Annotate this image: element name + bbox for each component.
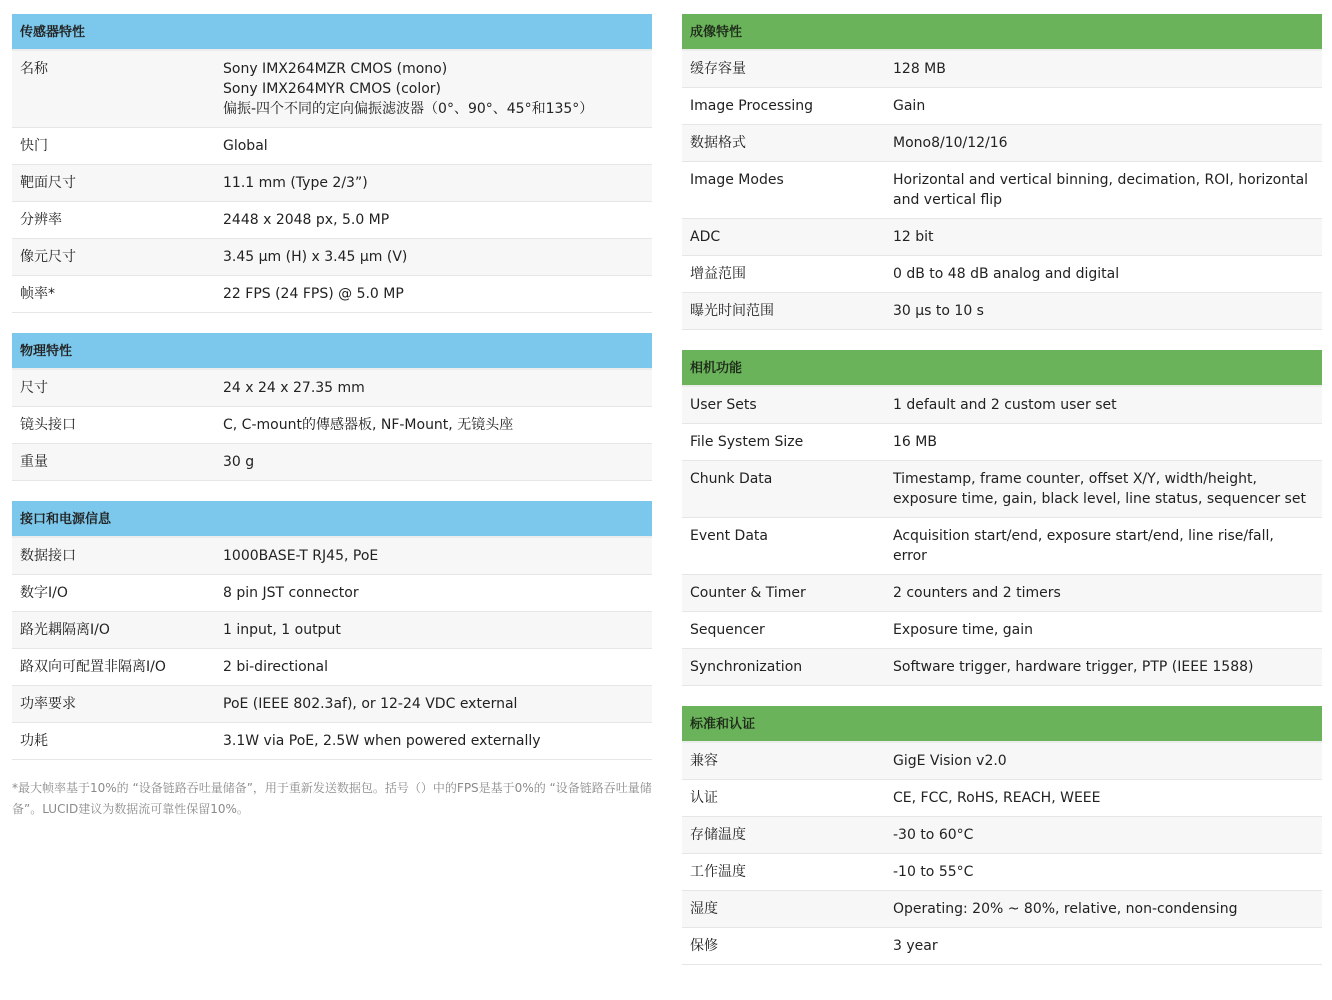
spec-value-line: Acquisition start/end, exposure start/end, line rise/fall, error <box>893 528 1274 564</box>
spec-value-line: 3 year <box>893 938 938 954</box>
spec-value <box>893 751 1322 771</box>
table-row <box>682 387 1322 424</box>
spec-label: 保修 <box>690 938 718 954</box>
table-row <box>12 723 652 760</box>
table-row <box>682 293 1322 330</box>
table-row <box>682 88 1322 125</box>
spec-value-line: Sony IMX264MYR CMOS (color) <box>223 81 441 97</box>
spec-table <box>682 387 1322 686</box>
spec-label: 认证 <box>690 790 718 806</box>
table-row <box>682 424 1322 461</box>
spec-value <box>893 227 1322 247</box>
table-row <box>682 612 1322 649</box>
spec-value-line: Operating: 20% ~ 80%, relative, non-condensing <box>893 901 1238 917</box>
spec-table <box>12 538 652 760</box>
spec-value <box>893 825 1322 845</box>
spec-value-line: PoE (IEEE 802.3af), or 12-24 VDC external <box>223 696 518 712</box>
spec-value <box>893 301 1322 321</box>
table-row <box>12 612 652 649</box>
spec-value <box>893 620 1322 640</box>
spec-value-line: 偏振-四个不同的定向偏振滤波器（0°、90°、45°和135°） <box>223 101 594 117</box>
spec-value-line: 2 bi-directional <box>223 659 329 675</box>
table-row <box>682 219 1322 256</box>
section-title: 传感器特性 <box>12 14 652 51</box>
table-row <box>682 743 1322 780</box>
spec-label: 数据格式 <box>690 135 746 151</box>
spec-value-line: 22 FPS (24 FPS) @ 5.0 MP <box>223 286 404 302</box>
spec-value-line: 1 default and 2 custom user set <box>893 397 1117 413</box>
spec-label: 帧率* <box>20 286 55 302</box>
spec-label: Sequencer <box>690 622 765 638</box>
spec-label: 名称 <box>20 61 48 77</box>
table-row <box>12 202 652 239</box>
spec-value <box>223 415 652 435</box>
spec-value <box>893 432 1322 452</box>
spec-label: 缓存容量 <box>690 61 746 77</box>
left-column <box>12 14 652 820</box>
spec-value-line: 12 bit <box>893 229 934 245</box>
spec-value <box>893 862 1322 882</box>
table-row <box>12 649 652 686</box>
spec-value-line: -10 to 55°C <box>893 864 974 880</box>
spec-value <box>223 583 652 603</box>
spec-value <box>223 452 652 472</box>
spec-label: 数字I/O <box>20 585 68 601</box>
spec-value <box>893 526 1322 566</box>
spec-value <box>893 583 1322 603</box>
spec-value-line: Timestamp, frame counter, offset X/Y, width/height, exposure time, gain, black level, line status, sequencer set <box>893 471 1306 507</box>
table-row <box>12 407 652 444</box>
table-row <box>682 125 1322 162</box>
spec-value-line: 3.1W via PoE, 2.5W when powered externally <box>223 733 541 749</box>
spec-value-line: Exposure time, gain <box>893 622 1034 638</box>
spec-label: Synchronization <box>690 659 803 675</box>
spec-value <box>893 395 1322 415</box>
spec-value <box>893 469 1322 509</box>
spec-label: Chunk Data <box>690 471 773 487</box>
spec-label: 增益范围 <box>690 266 746 282</box>
spec-label: 工作温度 <box>690 864 746 880</box>
spec-value <box>893 133 1322 153</box>
spec-value-line: 16 MB <box>893 434 937 450</box>
table-row <box>12 686 652 723</box>
table-row <box>12 575 652 612</box>
spec-value <box>893 936 1322 956</box>
spec-label: 湿度 <box>690 901 718 917</box>
spec-value <box>893 657 1322 677</box>
section-sensor <box>12 14 652 313</box>
spec-table <box>12 51 652 313</box>
section-imaging <box>682 14 1322 330</box>
table-row <box>682 891 1322 928</box>
spec-table <box>682 743 1322 965</box>
spec-label: 兼容 <box>690 753 718 769</box>
table-row <box>12 128 652 165</box>
spec-label: User Sets <box>690 397 757 413</box>
spec-value-line: CE, FCC, RoHS, REACH, WEEE <box>893 790 1101 806</box>
table-row <box>12 165 652 202</box>
spec-value-line: 1 input, 1 output <box>223 622 341 638</box>
spec-value <box>893 899 1322 919</box>
spec-value-line: Gain <box>893 98 926 114</box>
spec-label: 功耗 <box>20 733 48 749</box>
section-title: 标准和认证 <box>682 706 1322 743</box>
table-row <box>682 518 1322 575</box>
spec-value-line: 0 dB to 48 dB analog and digital <box>893 266 1120 282</box>
spec-value-line: 24 x 24 x 27.35 mm <box>223 380 365 396</box>
table-row <box>12 538 652 575</box>
section-title: 成像特性 <box>682 14 1322 51</box>
table-row <box>682 51 1322 88</box>
spec-label: 尺寸 <box>20 380 48 396</box>
table-row <box>12 239 652 276</box>
spec-value <box>223 210 652 230</box>
spec-label: 镜头接口 <box>20 417 76 433</box>
spec-label: Counter & Timer <box>690 585 806 601</box>
spec-value-line: Horizontal and vertical binning, decimation, ROI, horizontal and vertical flip <box>893 172 1309 208</box>
table-row <box>682 162 1322 219</box>
section-title: 相机功能 <box>682 350 1322 387</box>
table-row <box>682 461 1322 518</box>
section-standards <box>682 706 1322 965</box>
spec-value <box>223 136 652 156</box>
spec-value <box>223 59 652 119</box>
spec-value <box>893 170 1322 210</box>
spec-value <box>893 59 1322 79</box>
spec-value <box>223 284 652 304</box>
spec-label: 功率要求 <box>20 696 76 712</box>
spec-value <box>893 788 1322 808</box>
spec-label: Image Processing <box>690 98 814 114</box>
spec-label: Event Data <box>690 528 768 544</box>
table-row <box>12 51 652 128</box>
table-row <box>682 575 1322 612</box>
right-column <box>682 14 1322 985</box>
spec-table <box>12 370 652 481</box>
spec-value <box>223 620 652 640</box>
spec-value-line: Global <box>223 138 268 154</box>
section-interface-power <box>12 501 652 760</box>
table-row <box>682 854 1322 891</box>
section-camera-features <box>682 350 1322 686</box>
section-title: 接口和电源信息 <box>12 501 652 538</box>
spec-value-line: 2448 x 2048 px, 5.0 MP <box>223 212 390 228</box>
spec-label: 靶面尺寸 <box>20 175 76 191</box>
spec-value-line: Mono8/10/12/16 <box>893 135 1008 151</box>
spec-label: ADC <box>690 229 721 245</box>
spec-value <box>893 96 1322 116</box>
table-row <box>682 928 1322 965</box>
spec-value-line: 30 g <box>223 454 255 470</box>
spec-value-line: 8 pin JST connector <box>223 585 359 601</box>
spec-value-line: Software trigger, hardware trigger, PTP (IEEE 1588) <box>893 659 1254 675</box>
table-row <box>12 276 652 313</box>
section-physical <box>12 333 652 481</box>
spec-value <box>223 378 652 398</box>
spec-value <box>893 264 1322 284</box>
spec-label: 分辨率 <box>20 212 62 228</box>
spec-value-line: C, C-mount的傳感器板, NF-Mount, 无镜头座 <box>223 417 514 433</box>
spec-value-line: -30 to 60°C <box>893 827 974 843</box>
spec-value <box>223 173 652 193</box>
spec-value <box>223 657 652 677</box>
spec-label: 路双向可配置非隔离I/O <box>20 659 166 675</box>
spec-value-line: 3.45 µm (H) x 3.45 µm (V) <box>223 249 408 265</box>
spec-label: 快门 <box>20 138 48 154</box>
framerate-footnote: *最大帧率基于10%的 “设备链路吞吐量储备”，用于重新发送数据包。括号（）中的FPS是基于0%的 “设备链路吞吐量储备”。LUCID建议为数据流可靠性保留10%。 <box>12 781 652 816</box>
spec-label: 重量 <box>20 454 48 470</box>
spec-value <box>223 546 652 566</box>
table-row <box>682 817 1322 854</box>
spec-label: 曝光时间范围 <box>690 303 774 319</box>
spec-label: 存储温度 <box>690 827 746 843</box>
spec-table <box>682 51 1322 330</box>
spec-value-line: Sony IMX264MZR CMOS (mono) <box>223 61 448 77</box>
table-row <box>12 444 652 481</box>
spec-label: File System Size <box>690 434 804 450</box>
spec-label: 路光耦隔离I/O <box>20 622 110 638</box>
table-row <box>682 780 1322 817</box>
spec-value-line: 2 counters and 2 timers <box>893 585 1061 601</box>
spec-value-line: 128 MB <box>893 61 946 77</box>
spec-value-line: 11.1 mm (Type 2/3”) <box>223 175 368 191</box>
spec-label: Image Modes <box>690 172 784 188</box>
table-row <box>12 370 652 407</box>
section-title: 物理特性 <box>12 333 652 370</box>
spec-value <box>223 731 652 751</box>
spec-label: 数据接口 <box>20 548 76 564</box>
spec-value <box>223 694 652 714</box>
spec-value-line: GigE Vision v2.0 <box>893 753 1007 769</box>
table-row <box>682 649 1322 686</box>
spec-value <box>223 247 652 267</box>
spec-value-line: 1000BASE-T RJ45, PoE <box>223 548 379 564</box>
table-row <box>682 256 1322 293</box>
spec-label: 像元尺寸 <box>20 249 76 265</box>
spec-value-line: 30 µs to 10 s <box>893 303 984 319</box>
